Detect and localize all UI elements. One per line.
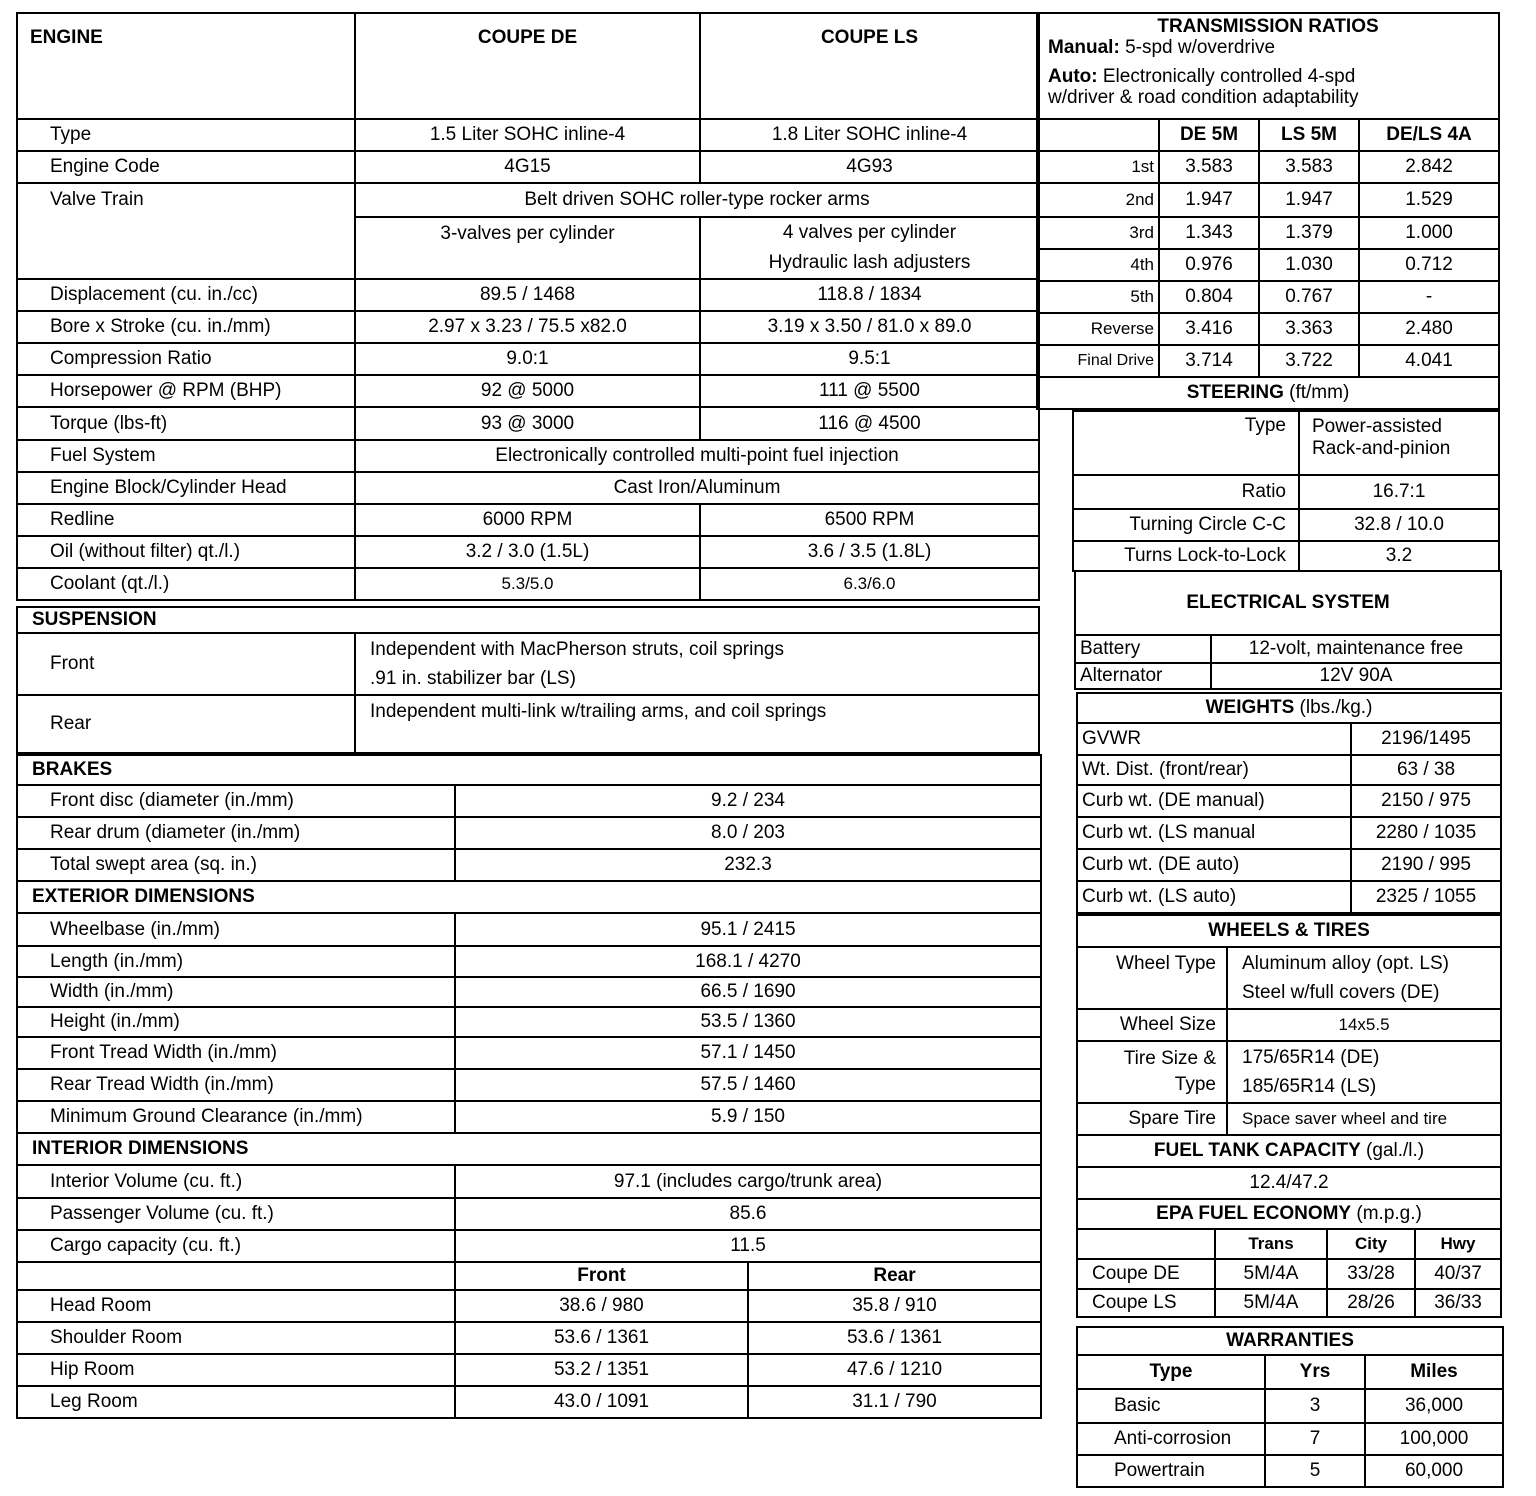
weights-title: WEIGHTS [1205,697,1295,718]
economy-row-city: 33/28 [1327,1259,1415,1289]
weights-title-cell [1077,693,1501,723]
tire-size-value [1227,1041,1501,1103]
valve-train-de: 3-valves per cylinder [355,217,700,279]
room-rear: 31.1 / 790 [748,1386,1041,1418]
gear-de: 3.714 [1159,345,1259,377]
weights-row-label: Curb wt. (DE manual) [1077,785,1351,817]
engine-table [16,12,1040,601]
steering-type-value [1299,411,1499,475]
interior-row-label: Cargo capacity (cu. ft.) [17,1230,455,1262]
fuel-tank-unit: (gal./l.) [1366,1140,1425,1161]
horsepower-de: 92 @ 5000 [355,375,700,407]
auto-text-2: w/driver & road condition adaptability [1048,87,1359,108]
transmission-table [1036,12,1500,410]
wheel-size-label: Wheel Size [1077,1009,1227,1041]
bore-label: Bore x Stroke (cu. in./mm) [17,311,355,343]
warranty-row-type: Powertrain [1077,1455,1265,1487]
fuel-economy-table [1076,1134,1502,1318]
steering-type-label: Type [1073,411,1299,475]
gear-auto: 2.842 [1359,151,1499,183]
gear-auto: 1.000 [1359,217,1499,249]
economy-col-city: City [1327,1229,1415,1259]
exterior-row-label: Length (in./mm) [17,946,455,977]
electrical-row-value: 12-volt, maintenance free [1211,635,1501,663]
oil-de: 3.2 / 3.0 (1.5L) [355,536,700,568]
suspension-table [16,606,1040,754]
weights-row-value: 2280 / 1035 [1351,817,1501,849]
spare-tire-value: Space saver wheel and tire [1227,1103,1501,1135]
displacement-label: Displacement (cu. in./cc) [17,279,355,311]
suspension-rear-value: Independent multi-link w/trailing arms, and coil springs [355,695,1039,753]
wheel-type-line2: Steel w/full covers (DE) [1242,982,1440,1003]
tire-size-line1: 175/65R14 (DE) [1242,1047,1380,1068]
wheel-size-value: 14x5.5 [1227,1009,1501,1041]
warranty-col-type: Type [1077,1355,1265,1389]
electrical-row-label: Alternator [1075,663,1211,689]
suspension-front-value [355,633,1039,695]
tire-size-line2: 185/65R14 (LS) [1242,1076,1377,1097]
economy-title-cell [1077,1199,1501,1229]
torque-label: Torque (lbs-ft) [17,407,355,440]
gear-ls: 3.722 [1259,345,1359,377]
gear-label: 4th [1037,249,1159,281]
exterior-row-value: 66.5 / 1690 [455,977,1041,1007]
room-front: 53.6 / 1361 [455,1322,748,1354]
steering-title-cell [1037,377,1499,409]
gear-label: 1st [1037,151,1159,183]
engine-header: ENGINE [17,13,355,119]
gear-de: 1.343 [1159,217,1259,249]
brakes-row-value: 9.2 / 234 [455,785,1041,817]
type-ls: 1.8 Liter SOHC inline-4 [700,119,1039,151]
warranty-row-type: Basic [1077,1389,1265,1423]
steering-row-label: Turns Lock-to-Lock [1073,541,1299,571]
weights-row-value: 2150 / 975 [1351,785,1501,817]
gear-label: 3rd [1037,217,1159,249]
fuel-tank-title: FUEL TANK CAPACITY [1153,1140,1361,1161]
coolant-de: 5.3/5.0 [355,568,700,600]
fuel-system-value: Electronically controlled multi-point fuel injection [355,440,1039,472]
type-de: 1.5 Liter SOHC inline-4 [355,119,700,151]
manual-label: Manual: [1048,37,1120,58]
weights-table [1076,692,1502,914]
auto-text: Electronically controlled 4-spd [1102,66,1356,87]
torque-ls: 116 @ 4500 [700,407,1039,440]
coolant-label: Coolant (qt./l.) [17,568,355,600]
steering-row-value: 3.2 [1299,541,1499,571]
transmission-manual [1048,37,1488,58]
gear-auto: 2.480 [1359,313,1499,345]
economy-col-trans: Trans [1215,1229,1327,1259]
fuel-tank-value: 12.4/47.2 [1077,1167,1501,1199]
horsepower-ls: 111 @ 5500 [700,375,1039,407]
weights-row-value: 2325 / 1055 [1351,881,1501,913]
weights-row-value: 2196/1495 [1351,723,1501,755]
code-label: Engine Code [17,151,355,183]
weights-row-value: 63 / 38 [1351,755,1501,785]
gear-label: Final Drive [1037,345,1159,377]
room-label: Head Room [17,1290,455,1322]
interior-row-label: Passenger Volume (cu. ft.) [17,1198,455,1230]
brakes-row-label: Total swept area (sq. in.) [17,849,455,881]
economy-unit: (m.p.g.) [1356,1203,1422,1224]
torque-de: 93 @ 3000 [355,407,700,440]
interior-row-label: Interior Volume (cu. ft.) [17,1165,455,1198]
gear-ls: 1.030 [1259,249,1359,281]
wheels-table [1076,914,1502,1136]
gear-de: 0.976 [1159,249,1259,281]
suspension-front-line1: Independent with MacPherson struts, coil springs [370,639,784,660]
fuel-system-label: Fuel System [17,440,355,472]
room-rear-header: Rear [748,1262,1041,1290]
brakes-row-label: Rear drum (diameter (in./mm) [17,817,455,849]
weights-row-label: Curb wt. (LS manual [1077,817,1351,849]
warranty-row-type: Anti-corrosion [1077,1423,1265,1455]
weights-row-label: Curb wt. (DE auto) [1077,849,1351,881]
displacement-ls: 118.8 / 1834 [700,279,1039,311]
steering-type-line1: Power-assisted [1312,416,1442,437]
room-rear: 53.6 / 1361 [748,1322,1041,1354]
suspension-front-line2: .91 in. stabilizer bar (LS) [370,668,576,689]
compression-ls: 9.5:1 [700,343,1039,375]
oil-ls: 3.6 / 3.5 (1.8L) [700,536,1039,568]
engine-block-label: Engine Block/Cylinder Head [17,472,355,504]
col-ls-5m: LS 5M [1259,119,1359,151]
interior-row-value: 11.5 [455,1230,1041,1262]
exterior-row-value: 53.5 / 1360 [455,1007,1041,1037]
transmission-title: TRANSMISSION RATIOS [1157,16,1379,37]
economy-header-blank [1077,1229,1215,1259]
manual-text: 5-spd w/overdrive [1125,37,1276,58]
code-ls: 4G93 [700,151,1039,183]
economy-row-hwy: 40/37 [1415,1259,1501,1289]
redline-ls: 6500 RPM [700,504,1039,536]
horsepower-label: Horsepower @ RPM (BHP) [17,375,355,407]
electrical-table [1074,570,1502,690]
electrical-title: ELECTRICAL SYSTEM [1075,571,1501,635]
economy-col-hwy: Hwy [1415,1229,1501,1259]
gear-auto: 0.712 [1359,249,1499,281]
wheels-title: WHEELS & TIRES [1077,915,1501,947]
gear-label: 5th [1037,281,1159,313]
room-front: 43.0 / 1091 [455,1386,748,1418]
steering-type-line2: Rack-and-pinion [1312,438,1451,459]
valve-train-both: Belt driven SOHC roller-type rocker arms [355,183,1039,217]
suspension-title: SUSPENSION [17,607,1039,633]
compression-label: Compression Ratio [17,343,355,375]
room-label: Hip Room [17,1354,455,1386]
transmission-header [1037,13,1499,119]
coupe-de-header: COUPE DE [355,13,700,119]
exterior-row-value: 95.1 / 2415 [455,913,1041,946]
weights-row-label: GVWR [1077,723,1351,755]
gear-de: 3.583 [1159,151,1259,183]
economy-row-trans: 5M/4A [1215,1259,1327,1289]
exterior-row-label: Front Tread Width (in./mm) [17,1037,455,1069]
warranty-col-yrs: Yrs [1265,1355,1365,1389]
electrical-row-value: 12V 90A [1211,663,1501,689]
room-front: 38.6 / 980 [455,1290,748,1322]
gear-auto: 1.529 [1359,183,1499,217]
redline-label: Redline [17,504,355,536]
gear-label: 2nd [1037,183,1159,217]
gear-de: 3.416 [1159,313,1259,345]
exterior-row-value: 57.1 / 1450 [455,1037,1041,1069]
weights-row-label: Wt. Dist. (front/rear) [1077,755,1351,785]
warranty-row-yrs: 7 [1265,1423,1365,1455]
suspension-front-label: Front [17,633,355,695]
spare-tire-label: Spare Tire [1077,1103,1227,1135]
gear-ls: 1.379 [1259,217,1359,249]
weights-unit: (lbs./kg.) [1299,697,1373,718]
bore-de: 2.97 x 3.23 / 75.5 x82.0 [355,311,700,343]
coolant-ls: 6.3/6.0 [700,568,1039,600]
warranty-row-miles: 60,000 [1365,1455,1503,1487]
wheel-type-label: Wheel Type [1077,947,1227,1009]
gear-ls: 1.947 [1259,183,1359,217]
coupe-ls-header: COUPE LS [700,13,1039,119]
warranty-row-yrs: 3 [1265,1389,1365,1423]
room-label: Shoulder Room [17,1322,455,1354]
exterior-row-value: 57.5 / 1460 [455,1069,1041,1101]
economy-title: EPA FUEL ECONOMY [1156,1203,1352,1224]
weights-row-value: 2190 / 995 [1351,849,1501,881]
exterior-row-value: 168.1 / 4270 [455,946,1041,977]
warranty-row-miles: 100,000 [1365,1423,1503,1455]
room-rear: 47.6 / 1210 [748,1354,1041,1386]
exterior-row-label: Width (in./mm) [17,977,455,1007]
room-front: 53.2 / 1351 [455,1354,748,1386]
col-de-5m: DE 5M [1159,119,1259,151]
gear-auto: - [1359,281,1499,313]
dimensions-table [16,754,1042,1419]
warranty-row-miles: 36,000 [1365,1389,1503,1423]
transmission-auto [1048,66,1488,87]
suspension-rear-label: Rear [17,695,355,753]
interior-row-value: 97.1 (includes cargo/trunk area) [455,1165,1041,1198]
gear-ls: 3.363 [1259,313,1359,345]
brakes-row-value: 232.3 [455,849,1041,881]
valve-train-label: Valve Train [17,183,355,279]
exterior-row-value: 5.9 / 150 [455,1101,1041,1133]
type-label: Type [17,119,355,151]
valve-train-ls [700,217,1039,279]
warranties-title: WARRANTIES [1077,1327,1503,1355]
compression-de: 9.0:1 [355,343,700,375]
displacement-de: 89.5 / 1468 [355,279,700,311]
valve-train-ls-line2: Hydraulic lash adjusters [768,252,971,273]
gear-de: 1.947 [1159,183,1259,217]
warranty-row-yrs: 5 [1265,1455,1365,1487]
room-label: Leg Room [17,1386,455,1418]
steering-row-value: 32.8 / 10.0 [1299,509,1499,541]
gear-header-blank [1037,119,1159,151]
interior-row-value: 85.6 [455,1198,1041,1230]
exterior-row-label: Minimum Ground Clearance (in./mm) [17,1101,455,1133]
room-rear: 35.8 / 910 [748,1290,1041,1322]
economy-row-hwy: 36/33 [1415,1289,1501,1317]
room-header-blank [17,1262,455,1290]
room-front-header: Front [455,1262,748,1290]
redline-de: 6000 RPM [355,504,700,536]
economy-row-trans: 5M/4A [1215,1289,1327,1317]
code-de: 4G15 [355,151,700,183]
warranty-col-miles: Miles [1365,1355,1503,1389]
economy-row-city: 28/26 [1327,1289,1415,1317]
exterior-row-label: Height (in./mm) [17,1007,455,1037]
auto-label: Auto: [1048,66,1098,87]
brakes-row-value: 8.0 / 203 [455,817,1041,849]
wheel-type-value [1227,947,1501,1009]
oil-label: Oil (without filter) qt./l.) [17,536,355,568]
steering-row-label: Turning Circle C-C [1073,509,1299,541]
exterior-title: EXTERIOR DIMENSIONS [17,881,1041,913]
wheel-type-line1: Aluminum alloy (opt. LS) [1242,953,1449,974]
economy-row-label: Coupe DE [1077,1259,1215,1289]
gear-ls: 3.583 [1259,151,1359,183]
interior-title: INTERIOR DIMENSIONS [17,1133,1041,1165]
exterior-row-label: Wheelbase (in./mm) [17,913,455,946]
fuel-tank-title-cell [1077,1135,1501,1167]
valve-train-ls-line1: 4 valves per cylinder [782,222,957,243]
economy-row-label: Coupe LS [1077,1289,1215,1317]
bore-ls: 3.19 x 3.50 / 81.0 x 89.0 [700,311,1039,343]
tire-size-label-line2: Type [1174,1074,1216,1095]
warranties-table [1076,1326,1504,1488]
gear-auto: 4.041 [1359,345,1499,377]
steering-title: STEERING [1186,382,1284,403]
steering-row-value: 16.7:1 [1299,475,1499,509]
gear-ls: 0.767 [1259,281,1359,313]
steering-unit: (ft/mm) [1289,382,1350,403]
electrical-row-label: Battery [1075,635,1211,663]
exterior-row-label: Rear Tread Width (in./mm) [17,1069,455,1101]
tire-size-label-line1: Tire Size & [1123,1048,1216,1069]
weights-row-label: Curb wt. (LS auto) [1077,881,1351,913]
brakes-row-label: Front disc (diameter (in./mm) [17,785,455,817]
steering-table [1072,410,1500,572]
col-de-ls-4a: DE/LS 4A [1359,119,1499,151]
steering-row-label: Ratio [1073,475,1299,509]
engine-block-value: Cast Iron/Aluminum [355,472,1039,504]
gear-de: 0.804 [1159,281,1259,313]
brakes-title: BRAKES [17,755,1041,785]
gear-label: Reverse [1037,313,1159,345]
tire-size-label [1077,1041,1227,1103]
